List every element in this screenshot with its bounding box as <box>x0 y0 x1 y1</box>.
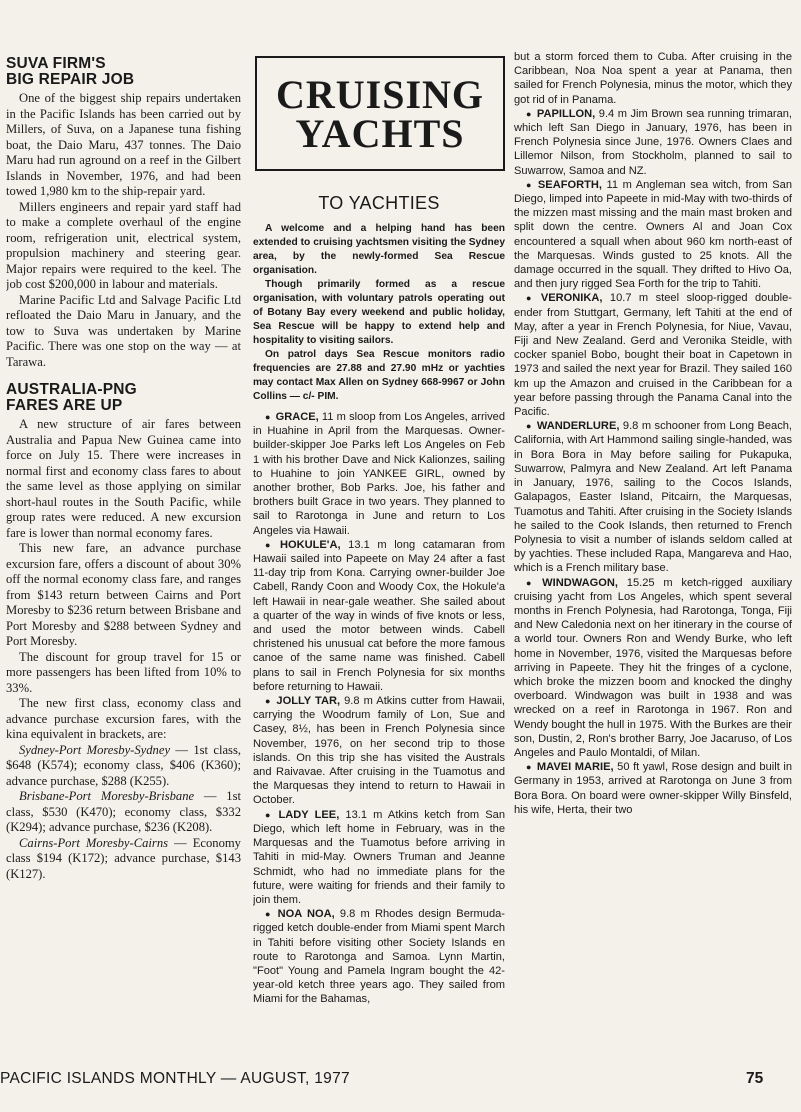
article-paragraph: This new fare, an advance purchase excursion fare, offers a discount of about 30% off the normal economy class fare, and ranges from $143 return between Cairns and Port Moresby to $236 return between Brisbane and Port Moresby and $288 between Sydney and Port Moresby. <box>6 541 241 648</box>
bullet-icon: ● <box>265 539 275 550</box>
section-title-box <box>255 56 505 171</box>
bullet-icon: ● <box>526 577 538 588</box>
yacht-entry: ● HOKULE'A, 13.1 m long catamaran from Hawaii sailed into Papeete on May 24 after a fast 11-day trip from Kona. Carrying owner-builder Joe Cabell, Randy Coon and Woody Cox, the Hokule'a left Hawaii in near-gale weather. She sailed about a quarter of the way in winds of five knots or less, and used the motor between winds. Cabell christened his unusual cat before the more famous canoe of the same name was finished. Cabell plans to sail in French Polynesia for six months before returning to Hawaii. <box>253 538 505 693</box>
article-paragraph: One of the biggest ship repairs undertaken in the Pacific Islands has been carried out by Millers, of Suva, on a Japanese tuna fishing boat, the Daio Maru, 437 tonnes. The Daio Maru had run aground on a reef in the Gilbert Islands in November, 1976, and had been towed 1,980 km to the ship-repair yard. <box>6 91 241 198</box>
column-cruising <box>253 44 505 1007</box>
yacht-entry: ● MAVEI MARIE, 50 ft yawl, Rose design and built in Germany in 1953, arrived at Rarotonga on June 3 from Bora Bora. On board were owner-skipper Willy Binsfeld, his wife, Herta, their two <box>514 761 792 816</box>
yacht-entry: ● GRACE, 11 m sloop from Los Angeles, arrived in Huahine in April from the Marquesas. Owner-builder-skipper Joe Parks left Los Angeles on Feb 1 with his brother Dave and Nick Kalionzes, sailing to Huahine to join YANKEE GIRL, owned by another brother, Bob Parks. Joe, his father and brothers built Grace in two years. They planned to sail to Rarotonga in June and return to Los Angeles via Hawaii. <box>253 411 505 537</box>
bullet-icon: ● <box>265 809 274 820</box>
bullet-icon: ● <box>526 762 532 773</box>
yacht-entry: ● WANDERLURE, 9.8 m schooner from Long Beach, California, with Art Hammond sailing single-handed, was in Bora Bora in May before sailing for Pukapuka, Suwarrow, Palmyra and New Zealand. Art left Panama in January, 1976, sailing to the Cocos Islands, Galapagos, Easter Island, Pitcairn, the Marquesas, Tuamotus and Tahiti. After cruising in the Society Islands he sailed to the Cook Islands, then returned to French Polynesia to visit a number of islands seldom called at by yachties. These included Rapa, Mangareva and Hao, which is a French military base. <box>514 420 792 575</box>
article-paragraph: Millers engineers and repair yard staff had to make a complete overhaul of the engine room, refrigeration unit, electrical system, propulsion machinery and steering gear. Major repairs were required to the keel. The job cost $200,000 in labour and materials. <box>6 199 241 291</box>
yacht-entry: ● JOLLY TAR, 9.8 m Atkins cutter from Hawaii, carrying the Woodrum family of Lon, Sue and Casey, 8½, has been in French Polynesia since November, 1976, on her second trip to those islands. On this trip she has visited the Australs and Raivavae. After cruising in the Tuamotus and the Marquesas they intend to return to Hawaii in October. <box>253 695 505 807</box>
column-cruising-continued <box>514 50 792 817</box>
subheading: TO YACHTIES <box>318 193 440 213</box>
intro-paragraph: Though primarily formed as a rescue organisation, with voluntary patrols operating out of Botany Bay every weekend and public holiday, Sea Rescue will be happy to extend help and hospitality to visiting sailors. <box>253 279 505 346</box>
section-title: CRUISING YACHTS <box>275 71 485 156</box>
yacht-entry-continued: but a storm forced them to Cuba. After cruising in the Caribbean, Noa Noa spent a year at Panama, then sailed for French Polynesia, minus the motor, which they got rid of in Panama. <box>514 51 792 106</box>
intro-paragraph: On patrol days Sea Rescue monitors radio frequencies are 27.88 and 27.90 mHz or yachties may contact Max Allen on Sydney 668-9967 or John Collins — c/- PIM. <box>253 349 505 402</box>
bullet-icon: ● <box>526 179 533 190</box>
footer-publication: PACIFIC ISLANDS MONTHLY — AUGUST, 1977 <box>0 1070 350 1087</box>
bullet-icon: ● <box>265 909 273 920</box>
headline-suva: SUVA FIRM'S BIG REPAIR JOB <box>6 55 135 88</box>
column-news <box>6 44 241 882</box>
bullet-icon: ● <box>526 108 532 119</box>
article-paragraph: Marine Pacific Ltd and Salvage Pacific Ltd refloated the Daio Maru in January, and the tow to Suva was undertaken by Marine Pacific. There was one stop on the way — at Tarawa. <box>6 292 241 369</box>
fare-item: Sydney-Port Moresby-Sydney — 1st class, $648 (K574); economy class, $406 (K360); advance purchase, $288 (K255). <box>6 742 241 788</box>
bullet-icon: ● <box>526 293 536 304</box>
page-number: 75 <box>746 1070 764 1087</box>
article-paragraph: The new first class, economy class and advance purchase excursion fares, with the kina equivalent in brackets, are: <box>6 696 241 741</box>
yacht-entry: ● WINDWAGON, 15.25 m ketch-rigged auxiliary cruising yacht from Los Angeles, which spent several months in French Polynesia, had Rarotonga, Tonga, Fiji and New Caledonia next on her itinerary in the course of a world tour. Owners Ron and Wendy Burke, who left home in November, 1976, visited the Marquesas before arriving in Papeete. They hit the fringes of a cyclone, which broke the mizzen boom and knocked the dinghy overboard. Windwagon was built in 1938 and was wrecked on a reef in Rarotonga in 1967. Ron and Wendy bought the hull in 1975. With the Burkes are their son, Dustin, 2, Ron's brother Barry, Joe Jacaruso, of Los Angeles and Paulo Montaldi, of Milan. <box>514 576 792 759</box>
article-paragraph: The discount for group travel for 15 or more passengers has been lifted from 10% to 33%. <box>6 649 241 695</box>
fare-item: Brisbane-Port Moresby-Brisbane — 1st class, $530 (K470); economy class, $332 (K294); advance purchase, $236 (K208). <box>6 789 241 834</box>
yacht-entry: ● PAPILLON, 9.4 m Jim Brown sea running trimaran, which left San Diego in January, 1976, has been in French Polynesia since June, 1976. Owners Claes and Lillemor Nilson, from Stockholm, planned to sail to Suwarrow, Samoa and NZ. <box>514 107 792 177</box>
yacht-entry: ● NOA NOA, 9.8 m Rhodes design Bermuda-rigged ketch double-ender from Miami spent March in Tahiti before visiting other Society Islands en route to Rarotonga and Samoa. Lynn Martin, "Foot" Young and Pamela Ingram bought the 42-year-old ketch three years ago. They sailed from Miami for the Bahamas, <box>253 908 505 1006</box>
intro-paragraph: A welcome and a helping hand has been extended to cruising yachtsmen visiting the Sydney area, by the newly-formed Sea Rescue organisation. <box>253 223 505 276</box>
bullet-icon: ● <box>526 421 532 432</box>
headline-fares: AUSTRALIA-PNG FARES ARE UP <box>6 381 137 414</box>
bullet-icon: ● <box>265 696 272 707</box>
fare-item: Cairns-Port Moresby-Cairns — Economy class $194 (K172); advance purchase, $143 (K127). <box>6 835 241 881</box>
bullet-icon: ● <box>265 412 271 422</box>
yacht-entry: ● VERONIKA, 10.7 m steel sloop-rigged double-ender from Stuttgart, Germany, left Tahiti at the end of May, after a year in French Polynesia, for Niue, Vavau, Fiji and New Zealand. Gerd and Veronika Steidle, with cocker spaniel Bobo, bought their boat in Capetown in 1973 and sailed the next year for Brazil. They sailed 160 km up the Amazon and cruised in the Caribbean for a year before passing through the Panama Canal into the Pacific. <box>514 292 792 419</box>
article-paragraph: A new structure of air fares between Australia and Papua New Guinea came into force on July 15. There were increases in normal first and economy class fares to about the same level as those applying on similar short-haul routes in the South Pacific, while group rates were reduced. A new excursion fare is lower than normal economy fares. <box>6 417 241 540</box>
yacht-entry: ● LADY LEE, 13.1 m Atkins ketch from San Diego, which left home in February, was in the Marquesas and the Tuamotus before arriving in Tahiti in mid-May. Owners Truman and Jeanne Schmidt, who had no immediate plans for the future, were waiting for friends and their family to join them. <box>253 808 505 906</box>
yacht-entry: ● SEAFORTH, 11 m Angleman sea witch, from San Diego, limped into Papeete in mid-May with two-thirds of the mizzen mast missing and the main mast broken and split down the centre. Owners Al and Joan Cox encountered a squall when about 960 km north-east of the Marquesas. Winds gusted to 25 knots. All the damage occurred in the squall. They drifted to Hivo Oa, and then jury rigged Sea Forth for the trip to Tahiti. <box>514 178 792 291</box>
